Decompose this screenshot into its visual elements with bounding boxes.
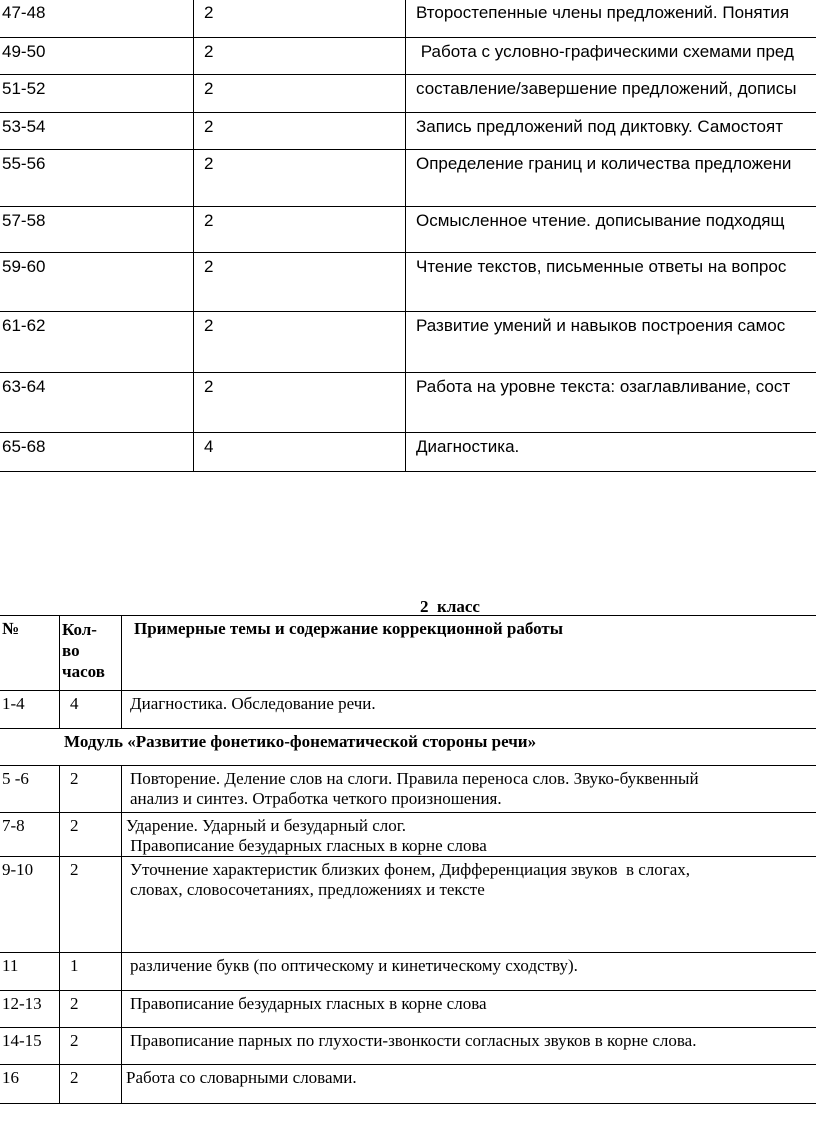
- table-row: [0, 991, 816, 1028]
- table-row: [0, 1028, 816, 1065]
- table-row: [0, 813, 816, 857]
- lesson-number-cell: 55-56: [0, 150, 194, 207]
- module-title: Модуль «Развитие фонетико-фонематической стороны речи»: [0, 729, 816, 766]
- hours-cell: 2: [194, 312, 406, 373]
- lesson-number-cell: 61-62: [0, 312, 194, 373]
- topic-cell: Развитие умений и навыков построения самос: [406, 312, 816, 373]
- topic-cell: Правописание безударных гласных в корне слова: [122, 991, 816, 1028]
- hours-cell: 2: [60, 857, 122, 953]
- class-heading: 2 класс: [420, 597, 480, 616]
- hours-cell: 2: [60, 766, 122, 813]
- table-row: [0, 150, 816, 207]
- header-hours-line: часов: [62, 662, 105, 681]
- topic-line: анализ и синтез. Отработка четкого произношения.: [130, 789, 502, 808]
- table-row: [0, 312, 816, 373]
- topic-cell: Чтение текстов, письменные ответы на вопрос: [406, 253, 816, 312]
- table-row: [0, 857, 816, 953]
- table-row: [0, 433, 816, 472]
- topic-line: Ударение. Ударный и безударный слог.: [126, 816, 407, 835]
- topic-cell: Запись предложений под диктовку. Самостоят: [406, 113, 816, 150]
- topic-line: Правописание безударных гласных в корне слова: [126, 836, 487, 855]
- lesson-number-cell: 51-52: [0, 75, 194, 113]
- lesson-number-cell: 63-64: [0, 373, 194, 433]
- topic-line: словах, словосочетаниях, предложениях и тексте: [130, 880, 485, 899]
- table-row: [0, 253, 816, 312]
- hours-cell: 2: [60, 813, 122, 857]
- hours-cell: 2: [194, 373, 406, 433]
- table-row: [0, 766, 816, 813]
- topic-cell: [122, 857, 816, 953]
- hours-cell: 1: [60, 953, 122, 991]
- hours-cell: 2: [60, 1028, 122, 1065]
- hours-cell: 2: [194, 0, 406, 38]
- table-row: [0, 953, 816, 991]
- table-row: [0, 207, 816, 253]
- hours-cell: 4: [60, 691, 122, 729]
- header-hours: [60, 616, 122, 691]
- table-row: [0, 373, 816, 433]
- hours-cell: 2: [60, 991, 122, 1028]
- table-row: [0, 113, 816, 150]
- hours-cell: 2: [60, 1065, 122, 1104]
- lesson-number-cell: 14-15: [0, 1028, 60, 1065]
- topic-cell: [122, 766, 816, 813]
- topic-cell: Работа на уровне текста: озаглавливание, сост: [406, 373, 816, 433]
- topic-cell: Работа с условно-графическими схемами пред: [406, 38, 816, 75]
- header-topic: Примерные темы и содержание коррекционной работы: [122, 616, 816, 691]
- schedule-table-class-2: [0, 615, 816, 1104]
- topic-cell: Осмысленное чтение. дописывание подходящ: [406, 207, 816, 253]
- hours-cell: 2: [194, 38, 406, 75]
- lesson-number-cell: 65-68: [0, 433, 194, 472]
- hours-cell: 2: [194, 113, 406, 150]
- topic-line: Повторение. Деление слов на слоги. Правила переноса слов. Звуко-буквенный: [130, 769, 699, 788]
- schedule-table-continued: [0, 0, 816, 472]
- topic-cell: Диагностика. Обследование речи.: [122, 691, 816, 729]
- header-hours-line: Кол-: [62, 620, 97, 639]
- topic-line: Уточнение характеристик близких фонем, Дифференциация звуков в слогах,: [130, 860, 691, 879]
- topic-cell: составление/завершение предложений, дописы: [406, 75, 816, 113]
- hours-cell: 2: [194, 207, 406, 253]
- lesson-number-cell: 5 -6: [0, 766, 60, 813]
- topic-cell: Второстепенные члены предложений. Понятия: [406, 0, 816, 38]
- table-row: [0, 691, 816, 729]
- lesson-number-cell: 9-10: [0, 857, 60, 953]
- lesson-number-cell: 11: [0, 953, 60, 991]
- header-hours-line: во: [62, 641, 80, 660]
- topic-cell: [122, 813, 816, 857]
- lesson-number-cell: 47-48: [0, 0, 194, 38]
- table-row: [0, 1065, 816, 1104]
- hours-cell: 4: [194, 433, 406, 472]
- lesson-number-cell: 57-58: [0, 207, 194, 253]
- lesson-number-cell: 7-8: [0, 813, 60, 857]
- topic-cell: Диагностика.: [406, 433, 816, 472]
- topic-cell: Работа со словарными словами.: [122, 1065, 816, 1104]
- lesson-number-cell: 12-13: [0, 991, 60, 1028]
- lesson-number-cell: 1-4: [0, 691, 60, 729]
- module-row: [0, 729, 816, 766]
- lesson-number-cell: 53-54: [0, 113, 194, 150]
- lesson-number-cell: 49-50: [0, 38, 194, 75]
- topic-cell: различение букв (по оптическому и кинетическому сходству).: [122, 953, 816, 991]
- table-header-row: [0, 616, 816, 691]
- lesson-number-cell: 59-60: [0, 253, 194, 312]
- hours-cell: 2: [194, 75, 406, 113]
- hours-cell: 2: [194, 253, 406, 312]
- lesson-number-cell: 16: [0, 1065, 60, 1104]
- table-row: [0, 38, 816, 75]
- topic-cell: Правописание парных по глухости-звонкости согласных звуков в корне слова.: [122, 1028, 816, 1065]
- table-row: [0, 0, 816, 38]
- topic-cell: Определение границ и количества предложени: [406, 150, 816, 207]
- table-row: [0, 75, 816, 113]
- hours-cell: 2: [194, 150, 406, 207]
- header-number: №: [0, 616, 60, 691]
